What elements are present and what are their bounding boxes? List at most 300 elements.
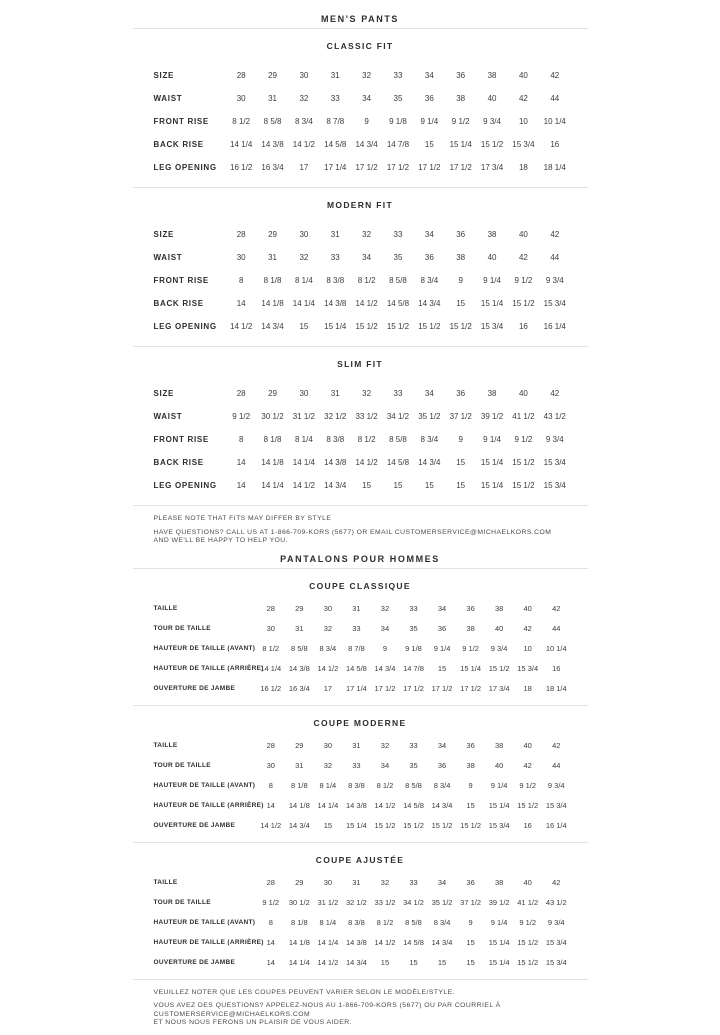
table-cell: 30 1/2 xyxy=(288,898,310,907)
table-cell: 34 xyxy=(380,761,390,770)
table-cell: 16 xyxy=(552,664,561,673)
row-label: TOUR DE TAILLE xyxy=(153,762,211,769)
size-chart-page xyxy=(133,0,588,1028)
table-cell: 17 1/4 xyxy=(345,684,367,693)
table-cell: 42 xyxy=(552,878,561,887)
table-row xyxy=(154,659,571,679)
table-cell: 33 xyxy=(330,253,340,262)
table-cell: 8 5/8 xyxy=(389,276,407,285)
table-cell: 14 3/4 xyxy=(431,938,453,947)
table-cell: 15 3/4 xyxy=(543,481,566,490)
table-cell: 15 1/2 xyxy=(517,938,539,947)
table-row xyxy=(154,133,571,156)
size-table-modern-fit xyxy=(154,223,571,338)
table-cell: 33 xyxy=(409,878,418,887)
table-cell: 28 xyxy=(266,878,275,887)
row-label: BACK RISE xyxy=(153,140,204,149)
table-cell: 14 xyxy=(266,958,275,967)
table-cell: 14 3/4 xyxy=(418,299,441,308)
section-coupe-ajustee xyxy=(133,852,588,973)
note-line: HAVE QUESTIONS? CALL US AT 1-866-709-KORS (5677) OR EMAIL CUSTOMERSERVICE@MICHAELKORS.COM xyxy=(153,528,552,536)
table-cell: 17 1/2 xyxy=(418,163,441,172)
table-cell: 38 xyxy=(487,389,497,398)
table-row xyxy=(154,451,571,474)
row-label: FRONT RISE xyxy=(153,276,209,285)
table-cell: 8 5/8 xyxy=(263,117,282,126)
table-cell: 35 xyxy=(393,253,403,262)
table-cell: 16 1/2 xyxy=(230,163,253,172)
table-cell: 8 3/4 xyxy=(319,644,337,653)
divider xyxy=(133,705,588,706)
table-cell: 34 xyxy=(424,230,434,239)
table-cell: 32 xyxy=(362,389,372,398)
table-cell: 14 1/4 xyxy=(288,958,310,967)
table-cell: 28 xyxy=(236,230,246,239)
table-cell: 10 1/4 xyxy=(543,117,566,126)
table-cell: 14 1/2 xyxy=(292,140,316,149)
table-cell: 14 3/4 xyxy=(431,801,453,810)
table-cell: 15 1/4 xyxy=(480,458,504,467)
table-cell: 9 3/4 xyxy=(545,435,564,444)
table-cell: 40 xyxy=(494,624,504,633)
table-cell: 29 xyxy=(295,741,304,750)
table-cell: 8 5/8 xyxy=(290,644,308,653)
table-cell: 34 xyxy=(437,741,447,750)
table-cell: 8 3/4 xyxy=(433,918,451,927)
table-cell: 8 3/8 xyxy=(326,276,345,285)
table-cell: 30 xyxy=(299,389,309,398)
table-cell: 15 1/4 xyxy=(460,664,482,673)
table-cell: 9 1/2 xyxy=(451,117,470,126)
table-cell: 18 1/4 xyxy=(545,684,567,693)
row-label: FRONT RISE xyxy=(153,117,209,126)
table-cell: 36 xyxy=(456,230,466,239)
note-line: VEUILLEZ NOTER QUE LES COUPES PEUVENT VARIER SELON LE MODÈLE/STYLE. xyxy=(153,988,455,996)
table-cell: 8 1/2 xyxy=(376,918,394,927)
table-cell: 16 xyxy=(518,322,528,331)
table-cell: 15 1/2 xyxy=(512,458,535,467)
table-row xyxy=(154,87,571,110)
table-cell: 35 1/2 xyxy=(418,412,441,421)
table-cell: 15 xyxy=(466,801,475,810)
table-cell: 38 xyxy=(494,604,504,613)
table-cell: 14 3/8 xyxy=(324,299,347,308)
table-cell: 15 xyxy=(424,481,434,490)
table-cell: 16 1/4 xyxy=(543,322,566,331)
table-cell: 40 xyxy=(523,604,532,613)
size-table-coupe-classique xyxy=(154,599,571,699)
table-cell: 29 xyxy=(268,230,277,239)
table-cell: 36 xyxy=(466,604,475,613)
table-cell: 40 xyxy=(487,253,497,262)
table-cell: 14 7/8 xyxy=(386,140,410,149)
table-cell: 15 3/4 xyxy=(545,938,567,947)
table-cell: 14 3/4 xyxy=(374,664,396,673)
table-cell: 14 5/8 xyxy=(324,140,347,149)
table-cell: 15 3/4 xyxy=(543,299,566,308)
table-cell: 15 1/4 xyxy=(488,801,510,810)
table-cell: 8 3/8 xyxy=(326,435,345,444)
row-label: OUVERTURE DE JAMBE xyxy=(153,685,236,692)
row-label: LEG OPENING xyxy=(153,481,217,490)
table-cell: 28 xyxy=(266,741,275,750)
table-row xyxy=(154,873,571,893)
table-row xyxy=(154,382,571,405)
table-cell: 41 1/2 xyxy=(517,898,539,907)
table-cell: 14 1/8 xyxy=(261,299,284,308)
table-row xyxy=(154,619,571,639)
table-cell: 18 xyxy=(518,163,528,172)
row-label: TOUR DE TAILLE xyxy=(153,899,211,906)
table-cell: 36 xyxy=(466,878,475,887)
table-cell: 30 xyxy=(299,71,309,80)
table-cell: 42 xyxy=(552,604,561,613)
table-cell: 15 3/4 xyxy=(545,958,567,967)
table-cell: 40 xyxy=(518,230,528,239)
table-cell: 31 1/2 xyxy=(317,898,339,907)
table-cell: 17 3/4 xyxy=(488,684,510,693)
table-cell: 15 1/2 xyxy=(374,821,396,830)
table-cell: 14 1/4 xyxy=(260,664,282,673)
table-cell: 8 1/2 xyxy=(262,644,280,653)
section-heading: MODERN FIT xyxy=(327,200,393,210)
table-cell: 38 xyxy=(466,761,475,770)
table-cell: 15 1/4 xyxy=(449,140,472,149)
table-cell: 9 1/2 xyxy=(514,435,533,444)
table-cell: 15 3/4 xyxy=(545,801,567,810)
table-cell: 31 xyxy=(295,624,304,633)
table-cell: 15 1/2 xyxy=(403,821,424,830)
table-cell: 33 xyxy=(330,94,340,103)
table-cell: 14 1/8 xyxy=(261,458,284,467)
table-cell: 43 1/2 xyxy=(545,898,567,907)
table-cell: 38 xyxy=(466,624,475,633)
table-cell: 14 3/4 xyxy=(324,481,347,490)
table-cell: 15 1/4 xyxy=(480,299,504,308)
table-cell: 40 xyxy=(523,878,532,887)
row-label: OUVERTURE DE JAMBE xyxy=(153,959,236,966)
row-label: WAIST xyxy=(153,94,183,103)
table-cell: 30 xyxy=(299,230,309,239)
table-cell: 33 xyxy=(393,71,403,80)
table-cell: 33 xyxy=(352,624,361,633)
divider xyxy=(133,187,588,188)
table-cell: 35 xyxy=(393,94,403,103)
table-row xyxy=(154,64,571,87)
table-cell: 10 xyxy=(518,117,528,126)
row-label: HAUTEUR DE TAILLE (ARRIÈRE) xyxy=(153,939,264,946)
table-cell: 15 xyxy=(456,458,466,467)
row-label: SIZE xyxy=(153,71,175,80)
table-cell: 29 xyxy=(268,389,277,398)
table-cell: 14 xyxy=(236,458,246,467)
table-cell: 34 xyxy=(362,94,372,103)
table-cell: 14 1/4 xyxy=(261,481,284,490)
table-cell: 9 xyxy=(364,117,369,126)
table-cell: 15 xyxy=(466,958,475,967)
section-modern-fit xyxy=(133,197,588,338)
table-cell: 14 5/8 xyxy=(386,299,410,308)
table-cell: 15 1/4 xyxy=(488,938,510,947)
table-cell: 14 1/2 xyxy=(355,458,378,467)
table-cell: 14 3/8 xyxy=(288,664,310,673)
table-cell: 14 xyxy=(236,299,246,308)
table-cell: 15 xyxy=(456,299,466,308)
divider xyxy=(133,346,588,347)
table-row xyxy=(154,428,571,451)
table-cell: 44 xyxy=(552,624,561,633)
table-cell: 9 3/4 xyxy=(490,644,508,653)
table-cell: 9 1/2 xyxy=(232,412,251,421)
table-cell: 31 xyxy=(352,604,361,613)
table-cell: 15 1/4 xyxy=(488,958,510,967)
table-cell: 17 xyxy=(299,163,309,172)
table-cell: 15 1/2 xyxy=(355,322,378,331)
row-label: FRONT RISE xyxy=(153,435,209,444)
table-cell: 15 3/4 xyxy=(480,322,504,331)
table-cell: 14 1/2 xyxy=(355,299,378,308)
table-cell: 36 xyxy=(424,253,434,262)
table-cell: 44 xyxy=(552,761,561,770)
table-cell: 17 1/2 xyxy=(449,163,472,172)
table-cell: 32 xyxy=(380,604,390,613)
table-cell: 8 1/2 xyxy=(232,117,251,126)
table-cell: 33 xyxy=(409,604,418,613)
table-cell: 14 1/4 xyxy=(317,801,339,810)
table-cell: 15 1/4 xyxy=(345,821,367,830)
table-cell: 32 xyxy=(380,741,390,750)
table-cell: 31 xyxy=(268,253,277,262)
table-cell: 15 xyxy=(424,140,434,149)
row-label: TAILLE xyxy=(153,879,178,886)
table-cell: 31 xyxy=(330,389,340,398)
table-cell: 15 3/4 xyxy=(517,664,539,673)
table-cell: 14 1/4 xyxy=(292,458,316,467)
table-cell: 8 3/4 xyxy=(295,117,313,126)
table-cell: 15 1/2 xyxy=(418,322,441,331)
table-cell: 17 1/2 xyxy=(355,163,378,172)
table-cell: 14 3/4 xyxy=(261,322,284,331)
table-cell: 9 1/2 xyxy=(514,276,533,285)
table-cell: 14 5/8 xyxy=(403,801,424,810)
table-cell: 8 7/8 xyxy=(326,117,345,126)
table-cell: 40 xyxy=(487,94,497,103)
table-cell: 17 1/2 xyxy=(386,163,410,172)
table-cell: 15 1/2 xyxy=(512,481,535,490)
row-label: TOUR DE TAILLE xyxy=(153,625,211,632)
table-cell: 14 1/2 xyxy=(260,821,282,830)
table-cell: 38 xyxy=(494,878,504,887)
size-table-slim-fit xyxy=(154,382,571,497)
divider xyxy=(133,568,588,569)
table-cell: 9 xyxy=(458,276,463,285)
table-cell: 8 1/4 xyxy=(319,918,337,927)
table-cell: 9 1/4 xyxy=(483,435,501,444)
table-row xyxy=(154,405,571,428)
table-cell: 8 1/4 xyxy=(295,435,313,444)
table-cell: 15 1/4 xyxy=(480,481,504,490)
size-table-classic-fit xyxy=(154,64,571,179)
table-cell: 15 1/2 xyxy=(386,322,410,331)
size-table-coupe-ajustee xyxy=(154,873,571,973)
notes-en xyxy=(133,506,588,546)
table-cell: 33 1/2 xyxy=(355,412,378,421)
table-row xyxy=(154,816,571,836)
table-cell: 16 1/2 xyxy=(260,684,282,693)
table-row xyxy=(154,110,571,133)
note-line: VOUS AVEZ DES QUESTIONS? APPELEZ-NOUS AU 1-866-709-KORS (5677) OU PAR COURRIEL À CUSTOMERSERVICE@MICHAELKORS.COM xyxy=(153,1002,501,1018)
table-cell: 15 xyxy=(466,938,475,947)
table-cell: 8 3/4 xyxy=(420,435,439,444)
table-row xyxy=(154,246,571,269)
table-cell: 9 1/8 xyxy=(405,644,422,653)
row-label: WAIST xyxy=(153,253,183,262)
table-row xyxy=(154,315,571,338)
table-cell: 28 xyxy=(236,71,246,80)
section-heading: COUPE AJUSTÉE xyxy=(315,854,405,865)
table-cell: 14 3/8 xyxy=(324,458,347,467)
row-label: TAILLE xyxy=(153,605,178,612)
table-cell: 38 xyxy=(494,741,504,750)
table-cell: 16 3/4 xyxy=(288,684,310,693)
table-cell: 15 1/2 xyxy=(480,140,504,149)
table-cell: 14 1/2 xyxy=(230,322,253,331)
table-cell: 8 1/2 xyxy=(376,781,394,790)
table-cell: 42 xyxy=(523,624,532,633)
table-cell: 40 xyxy=(518,71,528,80)
table-cell: 17 1/2 xyxy=(374,684,396,693)
table-cell: 15 xyxy=(393,481,403,490)
table-cell: 35 xyxy=(409,624,418,633)
table-cell: 36 xyxy=(456,389,466,398)
table-cell: 17 1/2 xyxy=(403,684,424,693)
table-cell: 32 xyxy=(380,878,390,887)
row-label: WAIST xyxy=(153,412,183,421)
table-cell: 33 1/2 xyxy=(374,898,396,907)
row-label: BACK RISE xyxy=(153,299,204,308)
table-cell: 34 xyxy=(424,71,434,80)
table-cell: 32 xyxy=(362,71,372,80)
row-label: LEG OPENING xyxy=(153,163,217,172)
table-cell: 14 1/4 xyxy=(317,938,339,947)
table-cell: 33 xyxy=(409,741,418,750)
table-cell: 34 xyxy=(437,878,447,887)
table-cell: 39 1/2 xyxy=(480,412,504,421)
table-cell: 33 xyxy=(352,761,361,770)
table-row xyxy=(154,679,571,699)
note-line: PLEASE NOTE THAT FITS MAY DIFFER BY STYLE xyxy=(153,515,332,522)
table-cell: 14 3/8 xyxy=(345,938,367,947)
table-cell: 9 xyxy=(468,781,473,790)
table-cell: 34 xyxy=(424,389,434,398)
table-cell: 14 1/2 xyxy=(374,801,396,810)
table-cell: 30 xyxy=(266,624,275,633)
section-coupe-classique xyxy=(133,578,588,699)
row-label: BACK RISE xyxy=(153,458,204,467)
table-cell: 8 1/4 xyxy=(295,276,313,285)
table-cell: 31 xyxy=(330,230,340,239)
table-cell: 8 1/8 xyxy=(290,781,308,790)
table-cell: 42 xyxy=(518,94,528,103)
table-cell: 15 xyxy=(437,958,447,967)
table-cell: 9 1/4 xyxy=(483,276,501,285)
table-cell: 14 1/2 xyxy=(292,481,316,490)
table-row xyxy=(154,893,571,913)
table-row xyxy=(154,776,571,796)
table-row xyxy=(154,223,571,246)
row-label: HAUTEUR DE TAILLE (AVANT) xyxy=(153,645,256,652)
row-label: HAUTEUR DE TAILLE (AVANT) xyxy=(153,782,256,789)
table-cell: 32 xyxy=(299,253,309,262)
table-cell: 15 xyxy=(323,821,333,830)
table-cell: 32 xyxy=(323,761,333,770)
table-cell: 9 3/4 xyxy=(545,276,564,285)
table-cell: 14 5/8 xyxy=(403,938,424,947)
row-label: HAUTEUR DE TAILLE (ARRIÈRE) xyxy=(153,665,264,672)
table-cell: 36 xyxy=(437,761,447,770)
table-cell: 32 xyxy=(299,94,309,103)
table-cell: 30 xyxy=(323,878,333,887)
table-cell: 8 5/8 xyxy=(405,918,422,927)
table-cell: 34 xyxy=(380,624,390,633)
table-cell: 9 1/4 xyxy=(490,781,508,790)
row-label: SIZE xyxy=(153,230,175,239)
table-cell: 8 1/8 xyxy=(263,276,282,285)
table-cell: 17 xyxy=(323,684,333,693)
table-row xyxy=(154,933,571,953)
table-cell: 14 3/4 xyxy=(355,140,378,149)
table-cell: 9 1/2 xyxy=(519,918,537,927)
table-cell: 14 3/8 xyxy=(345,801,367,810)
size-table-coupe-moderne xyxy=(154,736,571,836)
table-cell: 14 1/8 xyxy=(288,938,310,947)
table-cell: 30 xyxy=(236,253,246,262)
row-label: HAUTEUR DE TAILLE (ARRIÈRE) xyxy=(153,802,264,809)
table-cell: 41 1/2 xyxy=(512,412,535,421)
table-cell: 14 1/4 xyxy=(292,299,316,308)
table-cell: 18 xyxy=(523,684,532,693)
table-cell: 29 xyxy=(295,878,304,887)
table-row xyxy=(154,474,571,497)
table-cell: 8 1/2 xyxy=(357,435,376,444)
table-cell: 30 xyxy=(323,604,333,613)
table-cell: 8 7/8 xyxy=(348,644,365,653)
table-cell: 40 xyxy=(494,761,504,770)
table-cell: 30 xyxy=(323,741,333,750)
table-cell: 9 xyxy=(458,435,463,444)
table-cell: 28 xyxy=(266,604,275,613)
table-cell: 39 1/2 xyxy=(488,898,510,907)
divider xyxy=(133,842,588,843)
table-cell: 15 1/2 xyxy=(431,821,453,830)
table-cell: 9 1/2 xyxy=(519,781,537,790)
table-cell: 9 xyxy=(382,644,388,653)
table-cell: 42 xyxy=(518,253,528,262)
table-cell: 14 1/2 xyxy=(317,958,339,967)
table-cell: 15 xyxy=(299,322,309,331)
table-cell: 40 xyxy=(518,389,528,398)
table-cell: 15 xyxy=(437,664,447,673)
table-cell: 14 3/4 xyxy=(288,821,310,830)
table-cell: 38 xyxy=(456,253,466,262)
table-cell: 8 1/4 xyxy=(319,781,337,790)
table-cell: 15 1/2 xyxy=(517,958,539,967)
table-cell: 30 xyxy=(266,761,275,770)
table-cell: 8 1/8 xyxy=(290,918,308,927)
table-cell: 35 xyxy=(409,761,418,770)
table-cell: 34 1/2 xyxy=(403,898,424,907)
row-label: OUVERTURE DE JAMBE xyxy=(153,822,236,829)
